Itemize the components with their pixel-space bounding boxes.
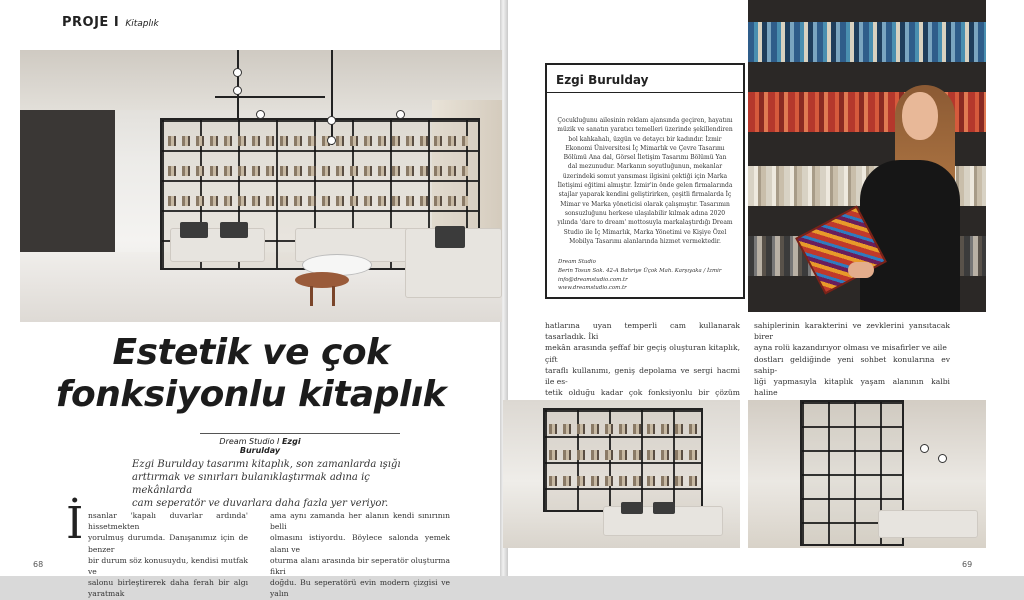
book-row [168, 196, 468, 206]
lead-line: arttırmak ve sınırları bulanıklaştırmak adına iç mekânlarda [132, 472, 370, 496]
table-leg [310, 286, 313, 306]
sofa [878, 510, 978, 538]
body-column-1 [88, 510, 248, 600]
pendant-light [256, 110, 265, 119]
bio-line: müzik ve sanatın yaratıcı temelleri üzerinde şekillendiren [557, 126, 733, 134]
lead-line: cam seperatör ve duvarlara daha fazla yer veriyor. [132, 498, 389, 509]
text-line: ayna rolü kazandırıyor olması ve misafirler ve aile [754, 343, 947, 353]
pendant-rod [331, 50, 333, 145]
title-line: Estetik ve çok [112, 332, 390, 373]
text-line: salonu birleştirerek daha ferah bir algı yaratmak [88, 578, 248, 599]
bio-text [556, 116, 734, 246]
studio-contact [558, 258, 738, 293]
cushion [180, 222, 208, 238]
bio-line: Bölümü Ana dal, Görsel İletişim Tasarımı Bölümü Yan [563, 154, 727, 162]
body-column-2 [270, 510, 450, 600]
book-row [549, 424, 697, 434]
text-line: bir durum söz konusuydu, kendisi mutfak ve [88, 555, 248, 577]
bio-line: Çocukluğunu ailesinin reklam ajansında geçiren, hayatını [557, 117, 733, 124]
subsection-label: Kitaplık [125, 19, 159, 29]
bio-line: Mimar ve Marka yöneticisi olarak çalışmıştır. Tasarımın [560, 200, 730, 208]
drop-cap: İ [66, 498, 84, 549]
bio-line: Ekonomi Üniversitesi İç Mimarlık ve Çevre Tasarımı [565, 144, 725, 152]
pendant-rod [215, 96, 325, 98]
book-row [168, 166, 468, 176]
table-leg [332, 286, 335, 306]
bio-name: Ezgi Burulday [556, 73, 649, 87]
text-line: tetik olduğu kadar çok fonksiyonlu bir çözüm [545, 388, 740, 398]
article-title [0, 332, 502, 416]
bio-line: yılında 'dare to dream' mottosuyla markalaştırdığı Dream [557, 219, 733, 227]
figure [860, 160, 960, 312]
bio-line: Studio ile İç Mimarlık, Marka Yönetimi ve Kişiye Özel [563, 228, 727, 236]
book-row [549, 450, 697, 460]
text-line: taraflı kullanımı, geniş depolama ve sergi hacmi ile es- [545, 365, 740, 387]
wood-table [295, 272, 349, 288]
studio-web: www.dreamstudio.com.tr [558, 285, 627, 292]
studio-email: info@dreamstudio.com.tr [558, 276, 628, 283]
bio-line: stajlar yaparak kendini geliştirirken, çeşitli firmalarda İç [558, 191, 732, 199]
text-line: hatlarına uyan temperli cam kullanarak tasarladık. İki [545, 321, 740, 342]
glass-partition-photo [748, 400, 986, 548]
bio-line: bol kahkahalı, üzgün ve detaycı bir kadındır. İzmir [568, 135, 722, 143]
pendant-light [938, 454, 947, 463]
byline-studio: Dream Studio I [219, 437, 280, 446]
text-line: dostları geldiğinde yeni sohbet konularına ev sahip- [754, 354, 950, 375]
lead-line: Ezgi Burulday tasarımı kitaplık, son zamanlarda ışığı [132, 459, 401, 470]
studio-name: Dream Studio [558, 259, 596, 265]
cushion [621, 502, 643, 514]
dark-wall [20, 110, 115, 260]
bio-line: üzerindeki somut yansıması ilgisini çektiği için Marka [562, 172, 728, 180]
bio-line: Mobilya Tasarımı alanlarında hizmet vermektedir. [569, 237, 721, 245]
face [902, 92, 938, 140]
text-line: yorulmuş durumda. Danışanımız için de benzer [88, 533, 248, 554]
text-line: doğdu. Bu seperatörü evin modern çizgisi ve yalın [270, 578, 450, 599]
text-line: nsanlar 'kapalı duvarlar ardında' hissetmekten [88, 511, 248, 532]
text-line: ama aynı zamanda her alanın kendi sınırının belli [270, 511, 450, 532]
bio-divider [545, 92, 745, 93]
pendant-light [920, 444, 929, 453]
lead-paragraph [132, 458, 432, 510]
text-line: sahiplerinin karakterini ve zevklerini yansıtacak birer [754, 321, 950, 342]
pendant-rod [237, 50, 239, 120]
page-number-left: 68 [33, 560, 44, 569]
byline-rule [200, 433, 400, 434]
bio-line: dal mezunudur. Markanın soyutluğunun, mekanlar [567, 163, 723, 171]
text-line: mekân arasında şeffaf bir geçiş oluşturan kitaplık, çift [545, 343, 740, 364]
pendant-light [327, 136, 336, 145]
bookshelf-photo [503, 400, 740, 548]
byline [200, 437, 320, 455]
pendant-light [327, 116, 336, 125]
page-number-right: 69 [962, 560, 973, 569]
bio-line: İletişimi eğitimi almıştır. İzmir'in önde gelen firmalarında [557, 182, 733, 190]
section-header [62, 15, 159, 30]
hand [848, 262, 874, 278]
bio-line: sonsuzluğunu herkese ulaşılabilir kılmak adına 2020 [564, 209, 726, 217]
section-label: PROJE I [62, 15, 120, 30]
body-column-4 [754, 320, 950, 410]
text-line: liği yapmasıyla kitaplık yaşam alanının kalbi haline [754, 377, 950, 398]
book-row [549, 476, 697, 486]
byline-author: Ezgi Burulday [239, 437, 301, 455]
cushion [435, 226, 465, 248]
text-line: oturma alanı arasında bir seperatör oluşturma fikri [270, 555, 450, 577]
living-room-photo [20, 50, 502, 322]
pendant-light [233, 68, 242, 77]
book-row [168, 136, 468, 146]
cushion [653, 502, 675, 514]
pendant-light [233, 86, 242, 95]
cushion [220, 222, 248, 238]
ceiling [20, 50, 502, 110]
book-row [748, 22, 986, 62]
pendant-light [396, 110, 405, 119]
text-line: olmasını istiyordu. Böylece salonda yemek alanı ve [270, 533, 450, 554]
title-line: fonksiyonlu kitaplık [55, 374, 447, 415]
studio-address: Berin Tosun Sok. 42-A Bahriye Üçok Mah. Karşıyaka / İzmir [558, 267, 722, 274]
